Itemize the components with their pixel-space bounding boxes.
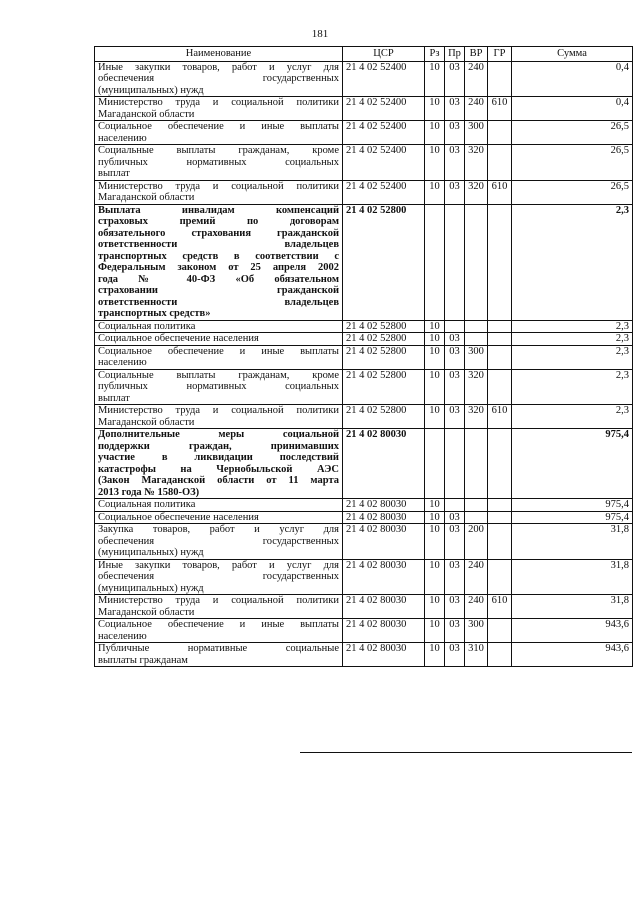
row-vr — [465, 320, 488, 333]
row-name — [95, 405, 343, 429]
table-header-row — [95, 47, 633, 62]
row-gr — [488, 499, 512, 512]
row-name-line: Магаданской области — [98, 606, 195, 618]
table-row — [95, 369, 633, 405]
row-pr: 03 — [445, 121, 465, 145]
row-pr: 03 — [445, 369, 465, 405]
row-csr: 21 4 02 80030 — [343, 643, 425, 667]
row-sum: 26,5 — [512, 145, 633, 181]
row-pr: 03 — [445, 559, 465, 595]
row-rz: 10 — [425, 121, 445, 145]
table-body — [95, 61, 633, 667]
row-pr: 03 — [445, 61, 465, 97]
row-gr: 610 — [488, 180, 512, 204]
row-name-line: выплаты гражданам — [98, 654, 188, 666]
row-pr: 03 — [445, 405, 465, 429]
table-row — [95, 61, 633, 97]
table-row — [95, 619, 633, 643]
row-rz: 10 — [425, 559, 445, 595]
row-name-line: Магаданской области — [98, 108, 195, 120]
row-sum: 2,3 — [512, 320, 633, 333]
row-name-line: выплат — [98, 392, 130, 404]
row-name-line: Публичные нормативные социальные — [98, 643, 339, 654]
row-sum: 31,8 — [512, 524, 633, 560]
row-name-line: катастрофы на Чернобыльской АЭС — [98, 463, 339, 475]
row-sum: 31,8 — [512, 595, 633, 619]
row-vr: 300 — [465, 121, 488, 145]
row-pr: 03 — [445, 333, 465, 346]
row-name-line: обеспечения государственных — [98, 571, 339, 582]
row-name-line: населению — [98, 630, 147, 642]
row-name-line: Социальная политика — [98, 499, 196, 510]
row-name-line: Социальные выплаты гражданам, кроме — [98, 369, 339, 381]
header-sum: Сумма — [512, 47, 633, 62]
table-row — [95, 320, 633, 333]
row-name-line: Дополнительные меры социальной — [98, 429, 339, 440]
row-csr: 21 4 02 52800 — [343, 204, 425, 320]
header-name: Наименование — [95, 47, 343, 62]
table-row — [95, 511, 633, 524]
row-name-line: года № 40-ФЗ «Об обязательном — [98, 273, 339, 285]
row-name — [95, 643, 343, 667]
row-sum: 975,4 — [512, 429, 633, 499]
row-rz: 10 — [425, 619, 445, 643]
row-pr: 03 — [445, 180, 465, 204]
table-row — [95, 97, 633, 121]
row-gr — [488, 429, 512, 499]
row-name-line: обеспечения государственных — [98, 535, 339, 547]
row-sum: 26,5 — [512, 180, 633, 204]
row-vr: 320 — [465, 145, 488, 181]
row-name — [95, 595, 343, 619]
row-name — [95, 345, 343, 369]
row-rz — [425, 204, 445, 320]
row-csr: 21 4 02 52800 — [343, 345, 425, 369]
row-name-line: Министерство труда и социальной политики — [98, 180, 339, 192]
row-sum: 2,3 — [512, 345, 633, 369]
table-row — [95, 121, 633, 145]
row-vr — [465, 511, 488, 524]
row-pr — [445, 499, 465, 512]
row-csr: 21 4 02 80030 — [343, 619, 425, 643]
page-number: 181 — [311, 28, 329, 40]
table-row — [95, 643, 633, 667]
row-name — [95, 97, 343, 121]
row-name — [95, 180, 343, 204]
row-name — [95, 145, 343, 181]
table-row — [95, 499, 633, 512]
row-name-line: (муниципальных) нужд — [98, 547, 204, 558]
row-name-line: ответственности владельцев — [98, 239, 339, 250]
row-name — [95, 559, 343, 595]
row-vr — [465, 429, 488, 499]
row-name-line: Социальные выплаты гражданам, кроме — [98, 145, 339, 156]
row-pr: 03 — [445, 643, 465, 667]
row-csr: 21 4 02 52800 — [343, 320, 425, 333]
row-gr: 610 — [488, 405, 512, 429]
table-row — [95, 180, 633, 204]
row-name-line: поддержки граждан, принимавших — [98, 440, 339, 452]
row-name-line: (муниципальных) нужд — [98, 582, 204, 594]
row-sum: 2,3 — [512, 333, 633, 346]
row-sum: 975,4 — [512, 511, 633, 524]
row-gr — [488, 524, 512, 560]
row-csr: 21 4 02 52400 — [343, 180, 425, 204]
row-name-line: транспортных средств» — [98, 308, 211, 319]
table-row — [95, 145, 633, 181]
row-name-line: Министерство труда и социальной политики — [98, 405, 339, 416]
table-row — [95, 429, 633, 499]
row-name-line: Социальное обеспечение населения — [98, 511, 259, 523]
table-row — [95, 559, 633, 595]
row-rz: 10 — [425, 405, 445, 429]
row-name-line: (Закон Магаданской области от 11 марта — [98, 475, 339, 486]
header-csr: ЦСР — [343, 47, 425, 62]
row-name-line: страховых премий по договорам — [98, 216, 339, 227]
row-name-line: обеспечения государственных — [98, 73, 339, 84]
row-csr: 21 4 02 52800 — [343, 369, 425, 405]
row-csr: 21 4 02 80030 — [343, 559, 425, 595]
header-vr: ВР — [465, 47, 488, 62]
row-gr — [488, 320, 512, 333]
row-name-line: (муниципальных) нужд — [98, 84, 204, 96]
row-gr — [488, 511, 512, 524]
row-pr: 03 — [445, 524, 465, 560]
row-vr: 240 — [465, 61, 488, 97]
row-csr: 21 4 02 52400 — [343, 61, 425, 97]
row-rz: 10 — [425, 499, 445, 512]
row-sum: 26,5 — [512, 121, 633, 145]
row-vr — [465, 333, 488, 346]
row-name-line: Федеральным законом от 25 апреля 2002 — [98, 262, 339, 273]
row-name — [95, 204, 343, 320]
row-name-line: Выплата инвалидам компенсаций — [98, 204, 339, 216]
row-pr — [445, 320, 465, 333]
row-rz: 10 — [425, 643, 445, 667]
row-pr: 03 — [445, 145, 465, 181]
row-rz: 10 — [425, 61, 445, 97]
row-name-line: населению — [98, 357, 147, 368]
row-csr: 21 4 02 52800 — [343, 333, 425, 346]
header-pr: Пр — [445, 47, 465, 62]
bottom-rule — [300, 752, 632, 753]
row-name-line: публичных нормативных социальных — [98, 381, 339, 392]
row-gr — [488, 121, 512, 145]
row-vr — [465, 204, 488, 320]
row-vr: 300 — [465, 619, 488, 643]
row-pr: 03 — [445, 619, 465, 643]
row-gr — [488, 333, 512, 346]
row-name-line: Социальная политика — [98, 320, 196, 332]
row-csr: 21 4 02 52800 — [343, 405, 425, 429]
row-name-line: участие в ликвидации последствий — [98, 452, 339, 463]
row-sum: 2,3 — [512, 369, 633, 405]
row-vr: 240 — [465, 595, 488, 619]
table-row — [95, 345, 633, 369]
row-name — [95, 499, 343, 512]
row-sum: 943,6 — [512, 619, 633, 643]
row-name — [95, 333, 343, 346]
row-name — [95, 429, 343, 499]
row-csr: 21 4 02 52400 — [343, 97, 425, 121]
row-vr: 240 — [465, 559, 488, 595]
row-vr: 320 — [465, 405, 488, 429]
header-rz: Рз — [425, 47, 445, 62]
row-name-line: Иные закупки товаров, работ и услуг для — [98, 559, 339, 571]
row-name-line: Министерство труда и социальной политики — [98, 97, 339, 108]
row-vr: 300 — [465, 345, 488, 369]
row-name-line: выплат — [98, 168, 130, 179]
row-rz: 10 — [425, 524, 445, 560]
row-sum: 31,8 — [512, 559, 633, 595]
row-pr — [445, 429, 465, 499]
row-rz: 10 — [425, 145, 445, 181]
row-rz: 10 — [425, 97, 445, 121]
row-rz: 10 — [425, 595, 445, 619]
row-name — [95, 320, 343, 333]
table-row — [95, 405, 633, 429]
row-name — [95, 61, 343, 97]
row-pr: 03 — [445, 345, 465, 369]
row-name-line: Магаданской области — [98, 192, 195, 203]
row-gr: 610 — [488, 595, 512, 619]
row-name-line: Социальное обеспечение населения — [98, 333, 259, 344]
row-vr: 240 — [465, 97, 488, 121]
row-sum: 2,3 — [512, 204, 633, 320]
row-csr: 21 4 02 52400 — [343, 121, 425, 145]
row-sum: 0,4 — [512, 97, 633, 121]
row-name-line: публичных нормативных социальных — [98, 156, 339, 168]
row-name — [95, 511, 343, 524]
row-name-line: Социальное обеспечение и иные выплаты — [98, 619, 339, 630]
row-name-line: Социальное обеспечение и иные выплаты — [98, 345, 339, 357]
row-vr: 320 — [465, 369, 488, 405]
row-gr — [488, 369, 512, 405]
row-csr: 21 4 02 52400 — [343, 145, 425, 181]
row-pr: 03 — [445, 595, 465, 619]
row-name-line: Иные закупки товаров, работ и услуг для — [98, 61, 339, 73]
table-row — [95, 333, 633, 346]
row-sum: 943,6 — [512, 643, 633, 667]
row-gr — [488, 619, 512, 643]
row-csr: 21 4 02 80030 — [343, 499, 425, 512]
row-name — [95, 524, 343, 560]
row-name-line: Министерство труда и социальной политики — [98, 595, 339, 606]
row-gr: 610 — [488, 97, 512, 121]
table-row — [95, 204, 633, 320]
row-vr: 320 — [465, 180, 488, 204]
row-pr: 03 — [445, 511, 465, 524]
row-gr — [488, 643, 512, 667]
row-gr — [488, 145, 512, 181]
row-gr — [488, 559, 512, 595]
row-rz — [425, 429, 445, 499]
row-name-line: транспортных средств в соответствии с — [98, 250, 339, 262]
row-gr — [488, 204, 512, 320]
row-pr: 03 — [445, 97, 465, 121]
row-gr — [488, 61, 512, 97]
row-pr — [445, 204, 465, 320]
budget-table — [94, 46, 633, 667]
row-vr: 310 — [465, 643, 488, 667]
row-name-line: Магаданской области — [98, 416, 195, 428]
row-rz: 10 — [425, 180, 445, 204]
row-sum: 2,3 — [512, 405, 633, 429]
row-csr: 21 4 02 80030 — [343, 511, 425, 524]
row-rz: 10 — [425, 333, 445, 346]
row-rz: 10 — [425, 511, 445, 524]
row-csr: 21 4 02 80030 — [343, 429, 425, 499]
row-vr: 200 — [465, 524, 488, 560]
row-name — [95, 619, 343, 643]
row-name-line: населению — [98, 132, 147, 144]
row-name — [95, 121, 343, 145]
row-name-line: Закупка товаров, работ и услуг для — [98, 524, 339, 535]
row-vr — [465, 499, 488, 512]
row-name-line: Социальное обеспечение и иные выплаты — [98, 121, 339, 132]
row-csr: 21 4 02 80030 — [343, 595, 425, 619]
row-gr — [488, 345, 512, 369]
row-rz: 10 — [425, 369, 445, 405]
row-rz: 10 — [425, 320, 445, 333]
row-name-line: 2013 года № 1580-ОЗ) — [98, 486, 200, 498]
row-sum: 975,4 — [512, 499, 633, 512]
row-name — [95, 369, 343, 405]
row-name-line: ответственности владельцев — [98, 296, 339, 308]
header-gr: ГР — [488, 47, 512, 62]
table-row — [95, 595, 633, 619]
row-name-line: страховании гражданской — [98, 285, 339, 296]
row-name-line: обязательного страхования гражданской — [98, 227, 339, 239]
row-csr: 21 4 02 80030 — [343, 524, 425, 560]
table-row — [95, 524, 633, 560]
row-rz: 10 — [425, 345, 445, 369]
row-sum: 0,4 — [512, 61, 633, 97]
